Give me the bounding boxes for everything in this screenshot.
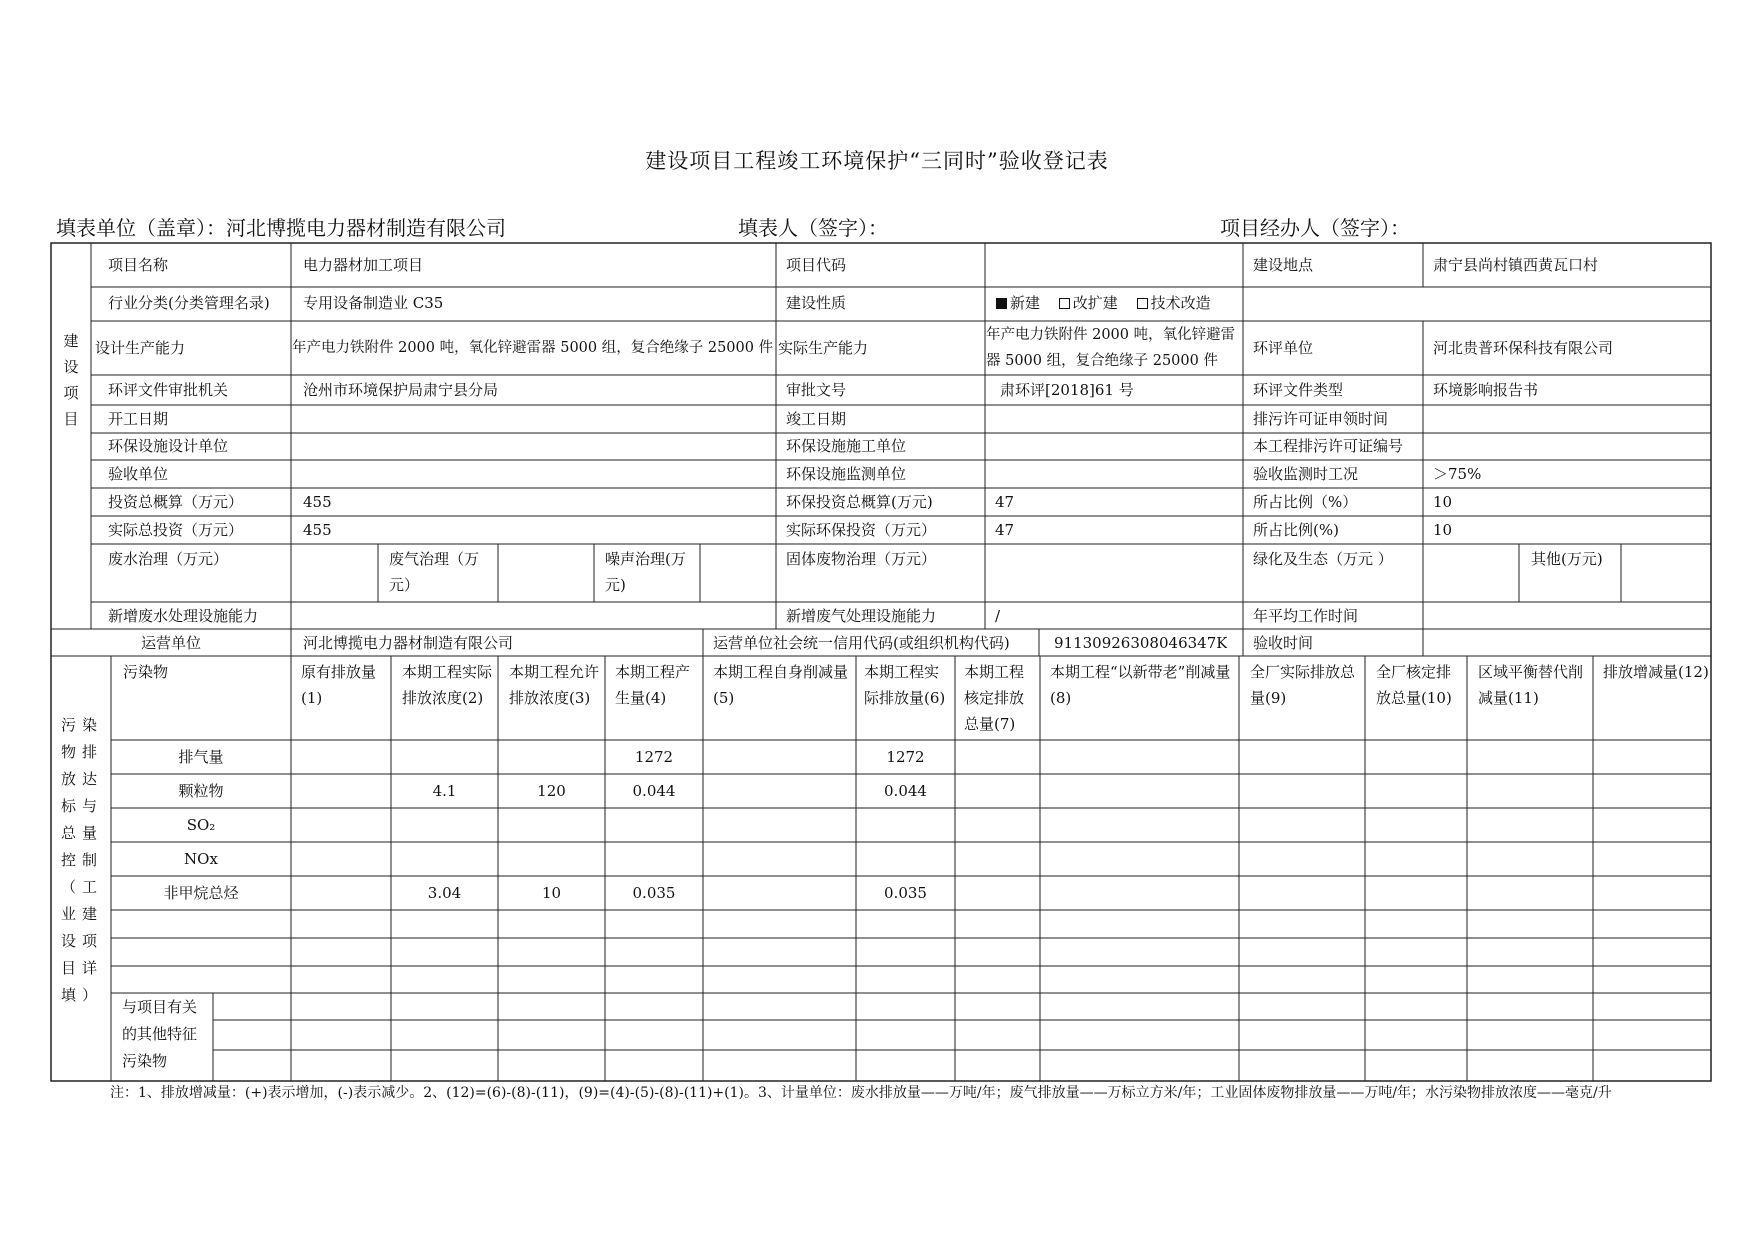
filler-signature-label: 填表人（签字）： xyxy=(738,216,888,240)
label-acceptance-unit: 验收单位 xyxy=(108,465,169,483)
row-particulate-actual-conc: 4.1 xyxy=(432,782,457,800)
header-approved-total: 本期工程核定排放总量(7) xyxy=(964,663,1025,733)
checkbox-tech-upgrade-icon xyxy=(1137,298,1148,309)
section-label-pollutants: 污染物排放达标与总量控制（工业建设项目详填） xyxy=(60,716,103,1004)
header-self-reduction: 本期工程自身削减量(5) xyxy=(713,663,849,707)
header-allowed-concentration: 本期工程允许排放浓度(3) xyxy=(509,663,600,707)
header-generated-amount: 本期工程产生量(4) xyxy=(615,663,691,707)
label-eia-unit: 环评单位 xyxy=(1253,339,1314,357)
header-actual-emission: 本期工程实际排放量(6) xyxy=(864,663,946,707)
label-working-condition: 验收监测时工况 xyxy=(1253,465,1359,483)
label-env-investment-actual: 实际环保投资（万元） xyxy=(786,521,937,539)
value-approval-no: 肃环评[2018]61 号 xyxy=(1000,381,1134,399)
label-actual-capacity: 实际生产能力 xyxy=(778,339,869,357)
value-approval-org: 沧州市环境保护局肃宁县分局 xyxy=(303,381,499,399)
row-particulate-name: 颗粒物 xyxy=(178,782,224,800)
checkbox-expansion-icon xyxy=(1059,298,1070,309)
value-location: 肃宁县尚村镇西黄瓦口村 xyxy=(1433,256,1599,274)
label-monitor-unit: 环保设施监测单位 xyxy=(786,465,907,483)
label-env-investment-estimate: 环保投资总概算(万元) xyxy=(786,493,933,511)
label-location: 建设地点 xyxy=(1253,256,1314,274)
label-project-code: 项目代码 xyxy=(786,256,847,274)
row-nmhc-allowed-conc: 10 xyxy=(541,884,562,902)
label-design-capacity: 设计生产能力 xyxy=(95,339,186,357)
header-old-reduction: 本期工程“以新带老”削减量(8) xyxy=(1050,663,1231,707)
label-approval-no: 审批文号 xyxy=(786,381,847,399)
header-emission-change: 排放增减量(12) xyxy=(1603,663,1709,681)
header-original-emission: 原有排放量(1) xyxy=(301,663,377,707)
value-credit-code: 91130926308046347K xyxy=(1054,634,1228,652)
value-working-condition: ＞75% xyxy=(1433,465,1482,483)
value-env-investment-actual: 47 xyxy=(995,521,1015,539)
label-permit-time: 排污许可证申领时间 xyxy=(1253,410,1389,428)
label-operator: 运营单位 xyxy=(141,634,202,652)
label-noise-cost: 噪声治理(万元) xyxy=(605,550,686,594)
label-new-water-capacity: 新增废水处理设施能力 xyxy=(108,607,259,625)
label-solid-waste-cost: 固体废物治理（万元） xyxy=(786,550,937,568)
value-operator: 河北博揽电力器材制造有限公司 xyxy=(303,634,514,652)
row-nmhc-generated: 0.035 xyxy=(632,884,676,902)
label-start-date: 开工日期 xyxy=(108,410,169,428)
footnote: 注：1、排放增减量：(+)表示增加，(-)表示减少。2、(12)=(6)-(8)-(11)，(9)=(4)-(5)-(8)-(11)+(1)。3、计量单位：废水排放量——万吨/年；废气排放量——万标立方米/年；工业固体废物排放量——万吨/年；水污染物排放浓度——毫克/升 xyxy=(110,1085,1612,1101)
label-new-gas-capacity: 新增废气处理设施能力 xyxy=(786,607,937,625)
row-exhaust-generated: 1272 xyxy=(634,748,674,766)
section-label-project: 建设项目 xyxy=(63,332,79,428)
form-title: 建设项目工程竣工环境保护“三同时”验收登记表 xyxy=(645,149,1109,173)
label-wastewater-cost: 废水治理（万元） xyxy=(108,550,229,568)
value-design-capacity: 年产电力铁附件 2000 吨，氧化锌避雷器 5000 组，复合绝缘子 25000 件 xyxy=(292,340,774,356)
value-industry: 专用设备制造业 C35 xyxy=(303,294,444,312)
label-project-name: 项目名称 xyxy=(108,256,169,274)
label-ratio-estimate: 所占比例（%） xyxy=(1253,493,1358,511)
row-particulate-emission: 0.044 xyxy=(884,782,927,800)
value-project-name: 电力器材加工项目 xyxy=(303,256,424,274)
header-regional-reduction: 区域平衡替代削减量(11) xyxy=(1478,663,1584,707)
row-exhaust-emission: 1272 xyxy=(886,748,925,766)
label-design-unit: 环保设施设计单位 xyxy=(108,437,229,455)
label-approval-org: 环评文件审批机关 xyxy=(108,381,229,399)
row-particulate-allowed-conc: 120 xyxy=(537,782,566,800)
label-credit-code: 运营单位社会统一信用代码(或组织机构代码) xyxy=(713,634,1010,652)
label-construction-nature: 建设性质 xyxy=(786,294,847,312)
value-investment-actual: 455 xyxy=(303,521,332,539)
row-nmhc-name: 非甲烷总烃 xyxy=(163,884,239,902)
value-ratio-actual: 10 xyxy=(1433,521,1453,539)
fill-unit-label: 填表单位（盖章）：河北博揽电力器材制造有限公司 xyxy=(56,216,506,240)
row-nmhc-actual-conc: 3.04 xyxy=(427,884,462,902)
value-eia-type: 环境影响报告书 xyxy=(1433,381,1539,399)
value-ratio-estimate: 10 xyxy=(1433,493,1453,511)
label-permit-no: 本工程排污许可证编号 xyxy=(1253,437,1404,455)
label-investment-actual: 实际总投资（万元） xyxy=(108,521,244,539)
checkbox-new-checked-icon xyxy=(996,298,1007,309)
value-actual-capacity: 年产电力铁附件 2000 吨，氧化锌避雷器 5000 组，复合绝缘子 25000 件 xyxy=(986,327,1236,369)
label-greening-cost: 绿化及生态（万元 ） xyxy=(1253,550,1393,568)
label-waste-gas-cost: 废气治理（万元） xyxy=(389,550,480,594)
manager-signature-label: 项目经办人（签字）： xyxy=(1220,216,1410,240)
row-so2-name: SO₂ xyxy=(186,816,216,834)
label-ratio-actual: 所占比例(%) xyxy=(1253,521,1339,539)
row-nmhc-emission: 0.035 xyxy=(884,884,927,902)
header-plant-approved-total: 全厂核定排放总量(10) xyxy=(1376,663,1452,707)
header-plant-actual-total: 全厂实际排放总量(9) xyxy=(1250,663,1356,707)
label-acceptance-time: 验收时间 xyxy=(1253,634,1314,652)
value-eia-unit: 河北贵普环保科技有限公司 xyxy=(1433,339,1614,357)
label-investment-estimate: 投资总概算（万元） xyxy=(108,493,244,511)
value-investment-estimate: 455 xyxy=(303,493,332,511)
header-actual-concentration: 本期工程实际排放浓度(2) xyxy=(402,663,493,707)
label-industry: 行业分类(分类管理名录) xyxy=(108,294,270,312)
value-env-investment-estimate: 47 xyxy=(995,493,1015,511)
row-particulate-generated: 0.044 xyxy=(632,782,676,800)
construction-nature-options: 新建 改扩建 技术改造 xyxy=(996,290,1211,316)
label-finish-date: 竣工日期 xyxy=(786,410,847,428)
label-other-cost: 其他(万元) xyxy=(1531,550,1603,568)
label-eia-type: 环评文件类型 xyxy=(1253,381,1344,399)
label-other-pollutants: 与项目有关的其他特征污染物 xyxy=(122,998,198,1070)
label-build-unit: 环保设施施工单位 xyxy=(786,437,907,455)
row-exhaust-name: 排气量 xyxy=(178,748,224,766)
header-pollutant: 污染物 xyxy=(123,663,169,681)
label-annual-work-time: 年平均工作时间 xyxy=(1253,607,1359,625)
value-new-gas-capacity: / xyxy=(995,607,1001,625)
row-nox-name: NOx xyxy=(184,850,218,868)
